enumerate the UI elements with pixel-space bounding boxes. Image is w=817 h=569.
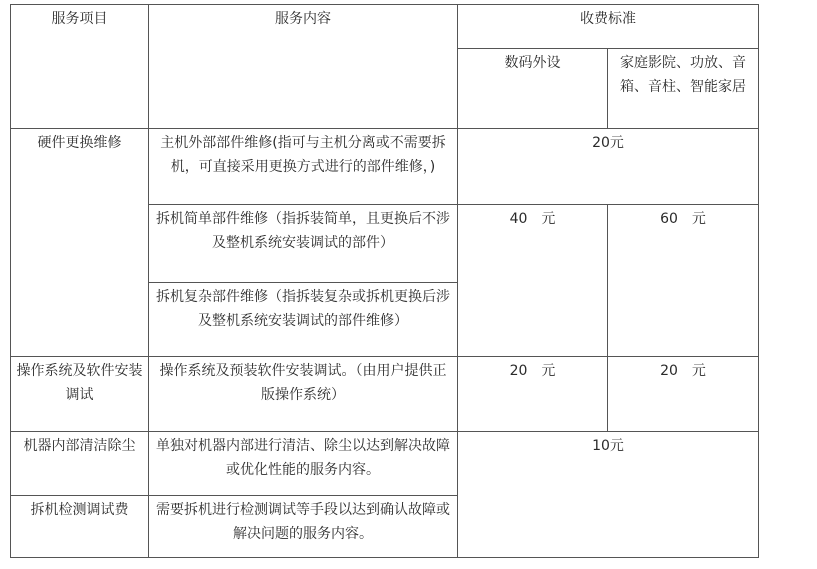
cell-hardware-external-fee: 20元 [458, 129, 759, 205]
header-digital-peripherals: 数码外设 [458, 49, 608, 129]
cell-clean-inspect-fee: 10元 [458, 432, 759, 558]
header-row [11, 5, 759, 49]
cell-hardware-digital-fee: 40 元 [458, 205, 608, 357]
cell-hardware-simple-content: 拆机简单部件维修（指拆装简单，且更换后不涉及整机系统安装调试的部件） [149, 205, 458, 283]
cell-clean-item: 机器内部清洁除尘 [11, 432, 149, 496]
service-fee-table [10, 4, 759, 558]
header-service-content: 服务内容 [149, 5, 458, 129]
header-home-theater: 家庭影院、功放、音箱、音柱、智能家居 [608, 49, 759, 129]
cell-clean-content: 单独对机器内部进行清洁、除尘以达到解决故障或优化性能的服务内容。 [149, 432, 458, 496]
cell-os-item: 操作系统及软件安装调试 [11, 357, 149, 432]
cell-os-content: 操作系统及预装软件安装调试。（由用户提供正版操作系统） [149, 357, 458, 432]
cell-hardware-home-fee: 60 元 [608, 205, 759, 357]
cell-hardware-external-content: 主机外部部件维修(指可与主机分离或不需要拆机，可直接采用更换方式进行的部件维修，) [149, 129, 458, 205]
header-service-item: 服务项目 [11, 5, 149, 129]
cell-inspect-item: 拆机检测调试费 [11, 496, 149, 558]
cell-inspect-content: 需要拆机进行检测调试等手段以达到确认故障或解决问题的服务内容。 [149, 496, 458, 558]
table-row [11, 432, 759, 496]
table-row [11, 357, 759, 432]
cell-hardware-complex-content: 拆机复杂部件维修（指拆装复杂或拆机更换后涉及整机系统安装调试的部件维修） [149, 283, 458, 357]
table-row [11, 129, 759, 205]
cell-hardware-item: 硬件更换维修 [11, 129, 149, 357]
cell-os-home-fee: 20 元 [608, 357, 759, 432]
cell-os-digital-fee: 20 元 [458, 357, 608, 432]
header-fee-standard: 收费标准 [458, 5, 759, 49]
